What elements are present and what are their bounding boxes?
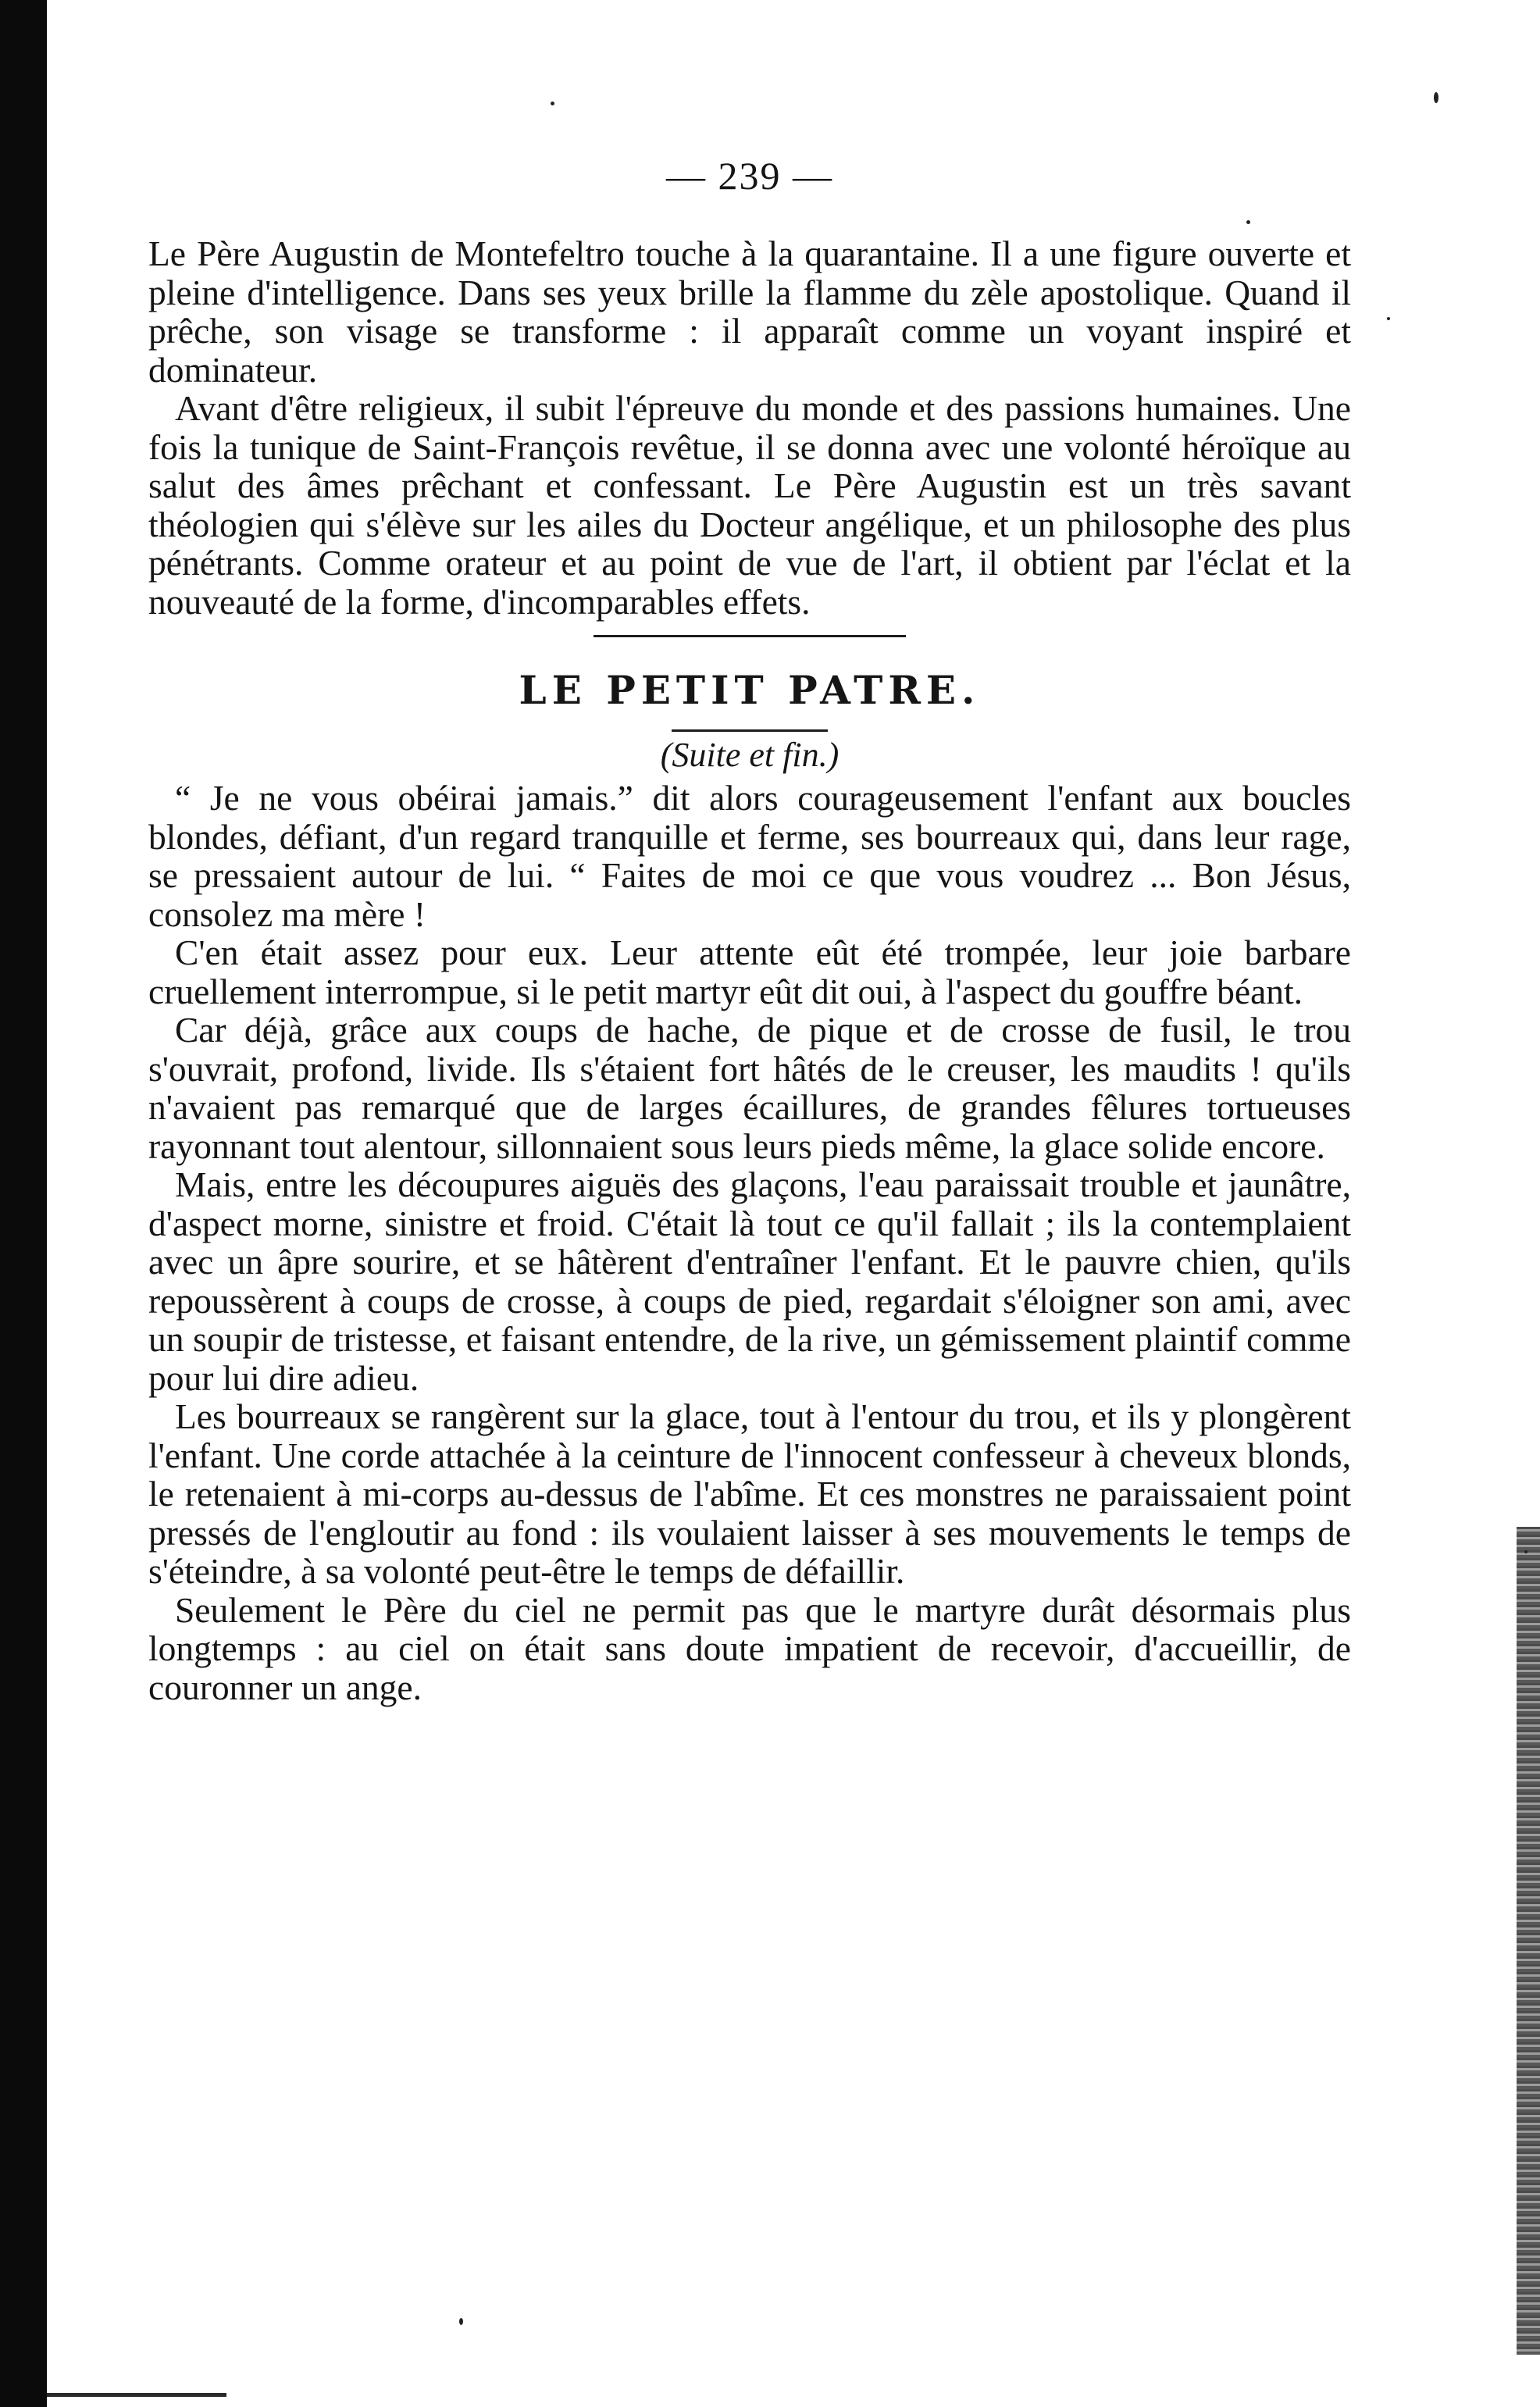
- intro-paragraph: Le Père Augustin de Montefeltro touche à la quarantaine. Il a une figure ouverte et pleine d'intelligence. Dans ses yeux brille la flamme du zèle apostolique. Quand il prêche, son visage se transforme : il apparaît comme un voyant inspiré et dominateur.: [148, 234, 1351, 390]
- section-divider: [594, 635, 906, 637]
- story-paragraph: Car déjà, grâce aux coups de hache, de pique et de crosse de fusil, le trou s'ouvrait, profond, livide. Ils s'étaient fort hâtés de le creuser, les maudits ! qu'ils n'avaient pas remarqué que de larges écaillures, de grandes fêlures tortueuses rayonnant tout alentour, sillonnaient sous leurs pieds même, la glace solide encore.: [148, 1010, 1351, 1166]
- story-paragraph: “ Je ne vous obéirai jamais.” dit alors courageusement l'enfant aux boucles blondes, défiant, d'un regard tranquille et ferme, ses bourreaux qui, dans leur rage, se pressaient autour de lui. “ Faites de moi ce que vous voudrez ... Bon Jésus, consolez ma mère !: [148, 778, 1351, 934]
- section-subtitle: (Suite et fin.): [660, 736, 840, 774]
- title-underline: [672, 729, 828, 732]
- scan-binding-edge: [0, 0, 47, 2407]
- story-paragraph: C'en était assez pour eux. Leur attente eût été trompée, leur joie barbare cruellement interrompue, si le petit martyr eût dit oui, à l'aspect du gouffre béant.: [148, 932, 1351, 1011]
- story-paragraph: Mais, entre les découpures aiguës des glaçons, l'eau paraissait trouble et jaunâtre, d'aspect morne, sinistre et froid. C'était là tout ce qu'il fallait ; ils la contemplaient avec un âpre sourire, et se hâtèrent d'entraîner l'enfant. Et le pauvre chien, qu'ils repoussèrent à coups de crosse, à coups de pied, regardait s'éloigner son ami, avec un soupir de tristesse, et faisant entendre, de la rive, un gémissement plaintif comme pour lui dire adieu.: [148, 1164, 1351, 1398]
- story-paragraph: Les bourreaux se rangèrent sur la glace, tout à l'entour du trou, et ils y plongèrent l'enfant. Une corde attachée à la ceinture de l'innocent confesseur à cheveux blonds, le retenaient à mi-corps au-dessus de l'abîme. Et ces monstres ne paraissaient point pressés de l'engloutir au fond : ils voulaient laisser à ses mouvements le temps de s'éteindre, à sa volonté peut-être le temps de défaillir.: [148, 1396, 1351, 1591]
- scan-speck: [459, 2318, 463, 2325]
- story-paragraph: Seulement le Père du ciel ne permit pas que le martyre durât désormais plus longtemps : au ciel on était sans doute impatient de recevoir, d'accueillir, de couronner un ange.: [148, 1589, 1351, 1707]
- scan-right-edge-noise: [1517, 1527, 1540, 2355]
- intro-paragraph: Avant d'être religieux, il subit l'épreuve du monde et des passions humaines. Une fois la tunique de Saint-François revêtue, il se donna avec une volonté héroïque au salut des âmes prêchant et confessant. Le Père Augustin est un très savant théologien qui s'élève sur les ailes du Docteur angélique, et un philosophe des plus pénétrants. Comme orateur et au point de vue de l'art, il obtient par l'éclat et la nouveauté de la forme, d'incomparables effets.: [148, 388, 1351, 622]
- scan-speck: [1434, 92, 1438, 103]
- scan-speck: [1524, 1550, 1528, 1553]
- scan-bottom-rule: [47, 2393, 226, 2397]
- section-title: LE PETIT PATRE.: [519, 667, 981, 713]
- page-number: — 239 —: [666, 154, 833, 198]
- book-page: [148, 156, 1351, 1706]
- scan-speck: [551, 102, 554, 105]
- scan-speck: [1387, 317, 1390, 320]
